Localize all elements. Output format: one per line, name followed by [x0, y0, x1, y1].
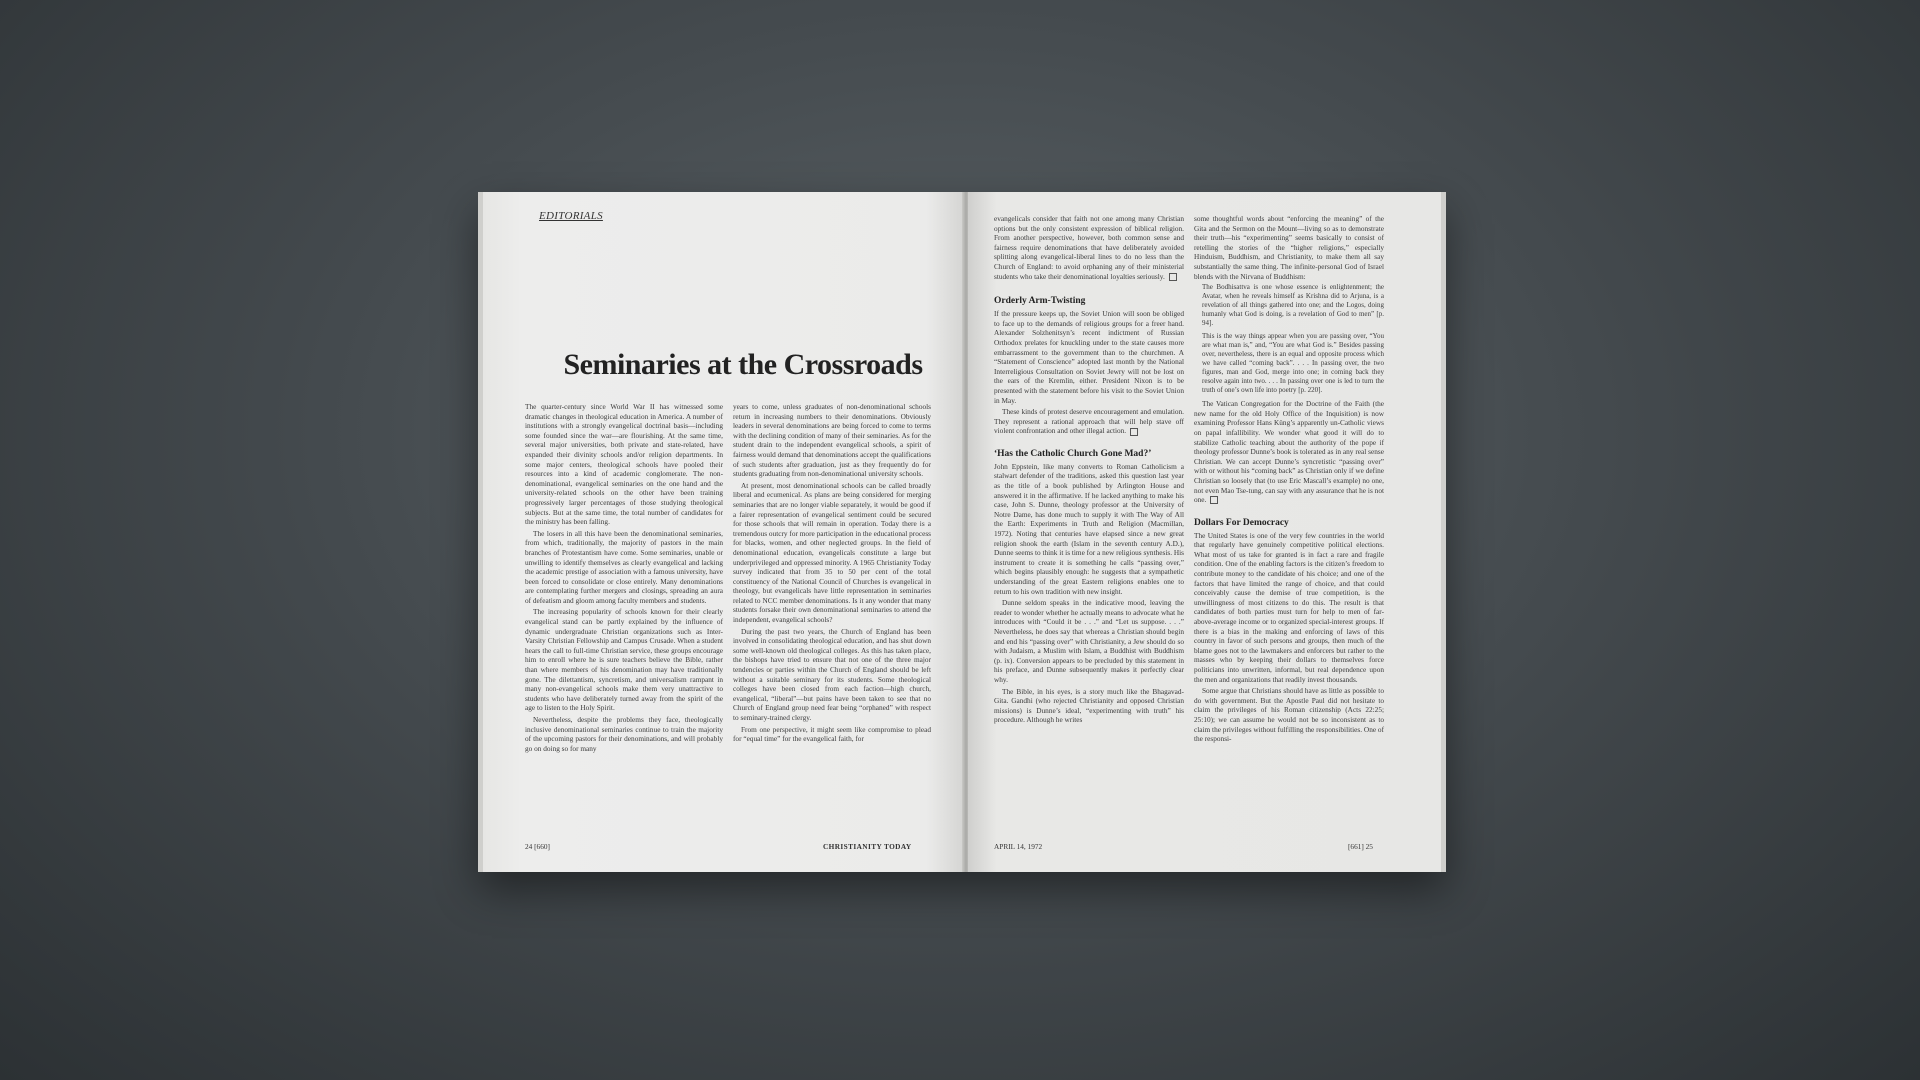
paragraph: Nevertheless, despite the problems they face, theologically inclusive denominational seminaries continue to train the majority of the upcoming pastors for their denominations, and will probably go on doing so for many	[525, 715, 723, 753]
article-headline: Seminaries at the Crossroads	[563, 348, 923, 381]
issue-date: APRIL 14, 1972	[994, 842, 1043, 851]
paragraph: The quarter-century since World War II has witnessed some dramatic changes in theological education in America. A number of institutions with a strongly evangelical doctrinal basis—including some founded since the war—are flourishing. At the same time, several major universities, both private and state-related, have expanded their divinity schools and/or religion departments. In some major centers, theological schools have pooled their resources into a kind of academic conglomerate. The non-denominational, evangelical seminaries on the one hand and the university-related schools on the other have been training progressively larger percentages of those studying theological subjects. But at the same time, the total number of candidates for the ministry has been falling.	[525, 402, 723, 527]
paragraph: Dunne seldom speaks in the indicative mood, leaving the reader to wonder whether he actually means to advocate what he introduces with “Could it be . . .” and “Let us suppose. . . .” Nevertheless, he does say that whereas a Christian should begin and end his “passing over” with Christianity, a Jew should do so with Judaism, a Muslim with Islam, a Buddhist with Buddhism (p. ix). Conversion appears to be precluded by this statement in his preface, and Dunne subsequently makes it perfectly clear why.	[994, 598, 1184, 684]
paragraph: Some argue that Christians should have as little as possible to do with government. But the Apostle Paul did not hesitate to claim the privileges of his Roman citizenship (Acts 22:25; 25:10); we can assume he would not be so inconsistent as to claim the privileges without fulfilling the responsibilities. One of the responsi-	[1194, 686, 1384, 744]
paragraph: The losers in all this have been the denominational seminaries, from which, traditionally, the majority of pastors in the main branches of Protestantism have come. Some seminaries, unable or unwilling to identify themselves as clearly evangelical and lacking the academic prestige of association with a famous university, have been forced to consolidate or close entirely. Many denominations are contemplating further mergers and closings, spreading an aura of defeatism and gloom among faculty members and students.	[525, 528, 723, 605]
article-column-1	[525, 402, 723, 755]
right-page	[968, 192, 1446, 872]
paragraph: At present, most denominational schools can be called broadly liberal and ecumenical. As plans are being considered for merging seminaries that are no longer viable separately, it would be good if a fairer representation of evangelical sentiment could be secured for those schools that will remain in operation. Today there is a tremendous outcry for more participation in the educational process for blacks, women, and other neglected groups. In the field of denominational education, evangelicals constitute a large but underprivileged and oppressed minority. A 1965 Christianity Today survey indicated that from 35 to 50 per cent of the total constituency of the National Council of Churches is evangelical in theology, but evangelicals have little representation in seminaries related to NCC member denominations. Is it any wonder that many students forsake their own denominational seminaries to attend the independent, evangelical schools?	[733, 480, 931, 625]
subhead-catholic: ‘Has the Catholic Church Gone Mad?’	[994, 448, 1152, 459]
paragraph: From one perspective, it might seem like compromise to plead for “equal time” for the evangelical faith, for	[733, 724, 931, 744]
block-quote: The Bodhisattva is one whose essence is enlightenment; the Avatar, when he reveals himself as Krishna did to Arjuna, is a revelation of all things gathered into one; and the Logos, doing humanly what God is doing, is a revelation of God to men” [p. 94].	[1202, 283, 1384, 328]
paragraph: These kinds of protest deserve encouragement and emulation. They represent a rational approach that will help stave off violent confrontation and other illegal action.	[994, 407, 1184, 436]
section-label: EDITORIALS	[539, 210, 603, 222]
subhead-democracy: Dollars For Democracy	[1194, 517, 1289, 528]
page-number-left: 24 [660]	[525, 842, 550, 851]
left-page	[478, 192, 965, 872]
end-mark-icon	[1130, 428, 1138, 436]
paragraph: evangelicals consider that faith not one among many Christian options but the only consistent expression of biblical religion. From another perspective, however, both common sense and fairness require denominations that have deliberately avoided splitting along evangelical-liberal lines to do no less than the Church of England: to avoid orphaning any of their ministerial students who take their denominational loyalties seriously.	[994, 214, 1184, 281]
magazine-brand: CHRISTIANITY TODAY	[823, 842, 912, 851]
magazine-spread	[478, 192, 1446, 872]
subhead-orderly: Orderly Arm-Twisting	[994, 296, 1086, 307]
editorial-column-4	[1194, 214, 1384, 746]
paragraph: The Bible, in his eyes, is a story much like the Bhagavad-Gita. Gandhi (who rejected Christianity and opposed Christian missions) is Dunne’s ideal, “experimenting with truth” his procedure. Although he writes	[994, 686, 1184, 725]
editorial-column-3	[994, 214, 1184, 727]
paragraph: The increasing popularity of schools known for their clearly evangelical stand can be partly explained by the influence of dynamic undergraduate Christian organizations such as Inter-Varsity Christian Fellowship and Campus Crusade. When a student hears the call to full-time Christian service, these groups encourage him to enroll where he is sure teachers believe the Bible, rather than where members of his denomination may have traditionally gone. The dilettantism, syncretism, and universalism rampant in many non-evangelical schools make them very unattractive to students who have deliberately turned away from the spirit of the age to listen to the Holy Spirit.	[525, 607, 723, 713]
end-mark-icon	[1210, 496, 1218, 504]
paragraph: During the past two years, the Church of England has been involved in consolidating theological education, and has shut down some well-known old theological colleges. As this has taken place, the bishops have tried to ensure that not one of the three major tendencies or parties within the Church of England should be left without a suitable seminary for its students. Some theological colleges have been closed from each faction—high church, evangelical, “liberal”—but pains have been taken to see that no Church of England group need fear being “orphaned” with respect to seminary-trained clergy.	[733, 626, 931, 722]
article-column-2	[733, 402, 931, 746]
paragraph: years to come, unless graduates of non-denominational schools return in increasing numbers to their denominations. Obviously leaders in several denominations are being forced to come to terms with the declining condition of many of their seminaries. As for the student drain to the independent evangelical schools, a spirit of fairness would demand that denominations accept the qualifications of such students after graduation, just as they frequently do for students graduating from non-denominational university schools.	[733, 402, 931, 479]
paragraph: If the pressure keeps up, the Soviet Union will soon be obliged to face up to the demands of religious groups for a freer hand. Alexander Solzhenitsyn’s recent indictment of Russian Orthodox prelates for knuckling under to the state causes more embarrassment to the government than to the churchmen. A “Statement of Conscience” adopted last month by the National Interreligious Consultation on Soviet Jewry will not be lost on the ears of the Kremlin, either. President Nixon is to be presented with the statement before his visit to the Soviet Union in May.	[994, 309, 1184, 405]
paragraph: The United States is one of the very few countries in the world that regularly have genuinely competitive political elections. What most of us take for granted is in fact a rare and fragile condition. One of the enabling factors is the citizen’s freedom to contribute money to the candidate of his choice; and one of the factors that have limited the range of choice, and that could conceivably cause the demise of true competition, is the unwillingness of most citizens to do this. The result is that candidates of both parties must turn for help to men of far-above-average income or to organized special-interest groups. If there is a bias in the making and enforcing of laws of this country in favor of such persons and groups, then much of the blame goes not to the lawmakers and enforcers but rather to the masses who by keeping their dollars to themselves force politicians into unwritten, informal, but real dependence upon the men and organizations that readily invest thousands.	[1194, 530, 1384, 684]
page-number-right: [661] 25	[1348, 842, 1373, 851]
paragraph: some thoughtful words about “enforcing the meaning” of the Gita and the Sermon on the Mount—living so as to demonstrate their truth—his “experimenting” seems basically to consist of retelling the stories of the “higher religions,” especially Hinduism, Buddhism, and Christianity, to make them all say substantially the same thing. The infinite-personal God of Israel blends with the Nirvana of Buddhism:	[1194, 214, 1384, 281]
block-quote: This is the way things appear when you are passing over, “You are what man is,” and, “You are what God is.” Besides passing over, nevertheless, there is an equal and opposite process which we have called “coming back”. . . . In passing over, the two figures, man and God, merge into one; in coming back they resolve again into two. . . . In passing over one is led to turn the truth of one’s own life into poetry [p. 220].	[1202, 332, 1384, 395]
paragraph: The Vatican Congregation for the Doctrine of the Faith (the new name for the old Holy Office of the Inquisition) is now examining Professor Hans Küng’s apparently un-Catholic views on papal infallibility. We wonder what good it will do to stabilize Catholic teaching about the authority of the pope if theology professor Dunne’s book is tolerated as in any real sense Christian. We can accept Dunne’s syncretistic “passing over” with or without his “coming back” as Christian only if we define Christian so loosely that (to use Eric Mascall’s example) no one, not even Mao Tse-tung, can say with any assurance that he is not one.	[1194, 399, 1384, 505]
paragraph: John Eppstein, like many converts to Roman Catholicism a stalwart defender of the traditions, asked this question last year as the title of a book published by Arlington House and answered it in the affirmative. If he lacked anything to make his case, John S. Dunne, theology professor at the University of Notre Dame, has done much to supply it with The Way of All the Earth: Experiments in Truth and Religion (Macmillan, 1972). Noting that centuries have elapsed since a new great religion shook the earth (Islam in the seventh century A.D.), Dunne seems to think it is time for a new religious synthesis. His instrument to create it is something he calls “passing over,” which begins plausibly enough: he suggests that a sympathetic understanding of the great Eastern religions enables one to return to his own tradition with new insight.	[994, 461, 1184, 596]
end-mark-icon	[1169, 273, 1177, 281]
